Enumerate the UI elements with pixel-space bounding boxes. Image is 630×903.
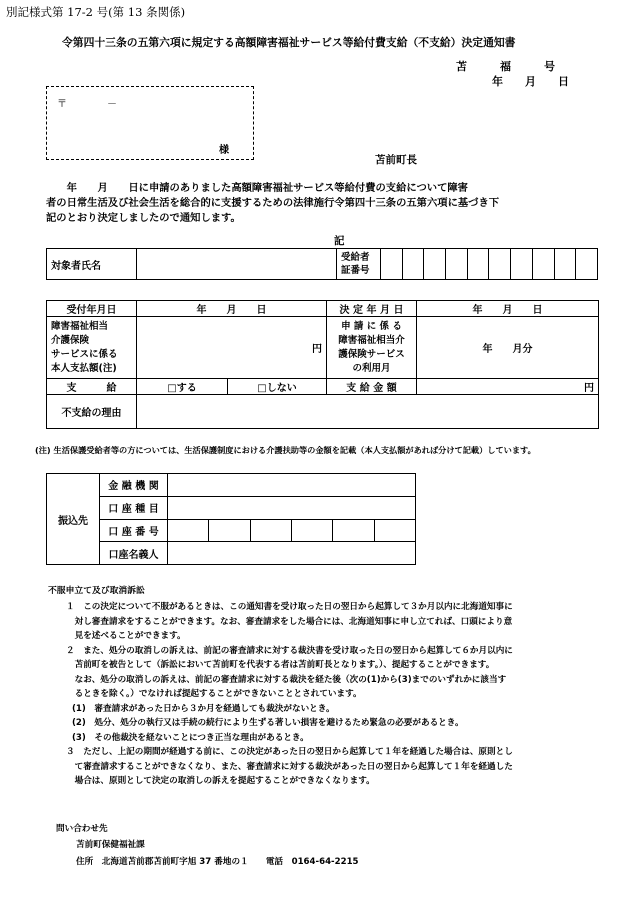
payment-amount-label-2: 支 給 金 額 — [327, 379, 417, 395]
cert-digit-cell[interactable] — [402, 249, 424, 280]
cert-digit-cell[interactable] — [381, 249, 403, 280]
appeal-line: １ この決定について不服があるときは、この通知書を受け取った日の翌日から起算して３か月以内に北海道知事に — [66, 602, 513, 612]
notice-body — [46, 181, 499, 226]
contact-address: 住所 北海道苫前郡苫前町字旭 37 番地の１ 電話 0164-64-2215 — [76, 857, 359, 867]
address-box — [46, 86, 254, 160]
form-number: 別記様式第 17-2 号(第 13 条関係) — [6, 5, 186, 19]
non-payment-reason-label: 不支給の理由 — [47, 395, 137, 429]
cert-digit-cell[interactable] — [554, 249, 576, 280]
cert-digit-cell[interactable] — [424, 249, 446, 280]
appeal-line: 対し審査請求をすることができます。なお、審査請求をした場合には、北海道知事に申し立てれば、口頭により意 — [66, 616, 513, 627]
bank-group-label: 振込先 — [47, 474, 100, 565]
contact-department: 苫前町保健福祉課 — [76, 840, 145, 850]
bank-name-label: 金 融 機 関 — [100, 474, 168, 497]
cert-digit-cell[interactable] — [532, 249, 554, 280]
account-number-label: 口 座 番 号 — [100, 519, 168, 542]
appeal-line: (1) 審査請求があった日から３か月を経過しても裁決がないとき。 — [72, 703, 335, 714]
subject-name-label: 対象者氏名 — [47, 249, 137, 280]
appeal-line: 苫前町を被告として（訴訟において苫前町を代表する者は苫前町長となります。）、提起することができます。 — [66, 660, 495, 670]
appeal-line: (3) その他裁決を経ないことにつき正当な理由があるとき。 — [72, 732, 309, 743]
appeal-line: なお、処分の取消しの訴えは、前記の審査請求に対する裁決を経た後（次の(1)から(3)までのいずれかに該当す — [66, 674, 507, 685]
appeal-line: 場合は、原則として決定の取消しの訴えを提起することができなくなります。 — [66, 776, 375, 786]
receipt-date-value: 年 月 日 — [137, 301, 327, 317]
addressee-honorific: 様 — [219, 145, 229, 156]
subject-name-field[interactable] — [137, 249, 337, 280]
account-holder-field[interactable] — [168, 542, 416, 565]
bank-table — [46, 473, 416, 565]
decision-date-value: 年 月 日 — [417, 301, 599, 317]
account-digit-cell[interactable] — [374, 519, 415, 542]
reference-number: 苫 福 号 — [456, 60, 555, 73]
cert-digit-cell[interactable] — [467, 249, 489, 280]
body-line: 者の日常生活及び社会生活を総合的に支援するための法律施行令第四十三条の五第六項に基づき下 — [46, 197, 500, 209]
appeal-text — [66, 600, 513, 789]
postal-code: 〒 － — [57, 99, 117, 110]
appeal-line: ２ また、処分の取消しの訴えは、前記の審査請求に対する裁決書を受け取った日の翌日から起算して６か月以内に — [66, 645, 513, 656]
payment-yes-checkbox[interactable]: □する — [137, 379, 228, 395]
non-payment-reason-field[interactable] — [137, 395, 599, 429]
cert-digit-cell[interactable] — [511, 249, 533, 280]
account-type-label: 口 座 種 目 — [100, 496, 168, 519]
issue-date: 年 月 日 — [492, 75, 569, 88]
recipient-cert-label: 受給者 証番号 — [337, 249, 381, 280]
payment-no-checkbox[interactable]: □しない — [228, 379, 327, 395]
account-digit-cell[interactable] — [209, 519, 250, 542]
account-holder-label: 口座名義人 — [100, 542, 168, 565]
cert-digit-cell[interactable] — [446, 249, 468, 280]
body-line: 年 月 日に申請のありました高額障害福祉サービス等給付費の支給について障害 — [46, 182, 468, 194]
account-digit-cell[interactable] — [168, 519, 209, 542]
appeal-line: 見を述べることができます。 — [66, 631, 186, 641]
cert-digit-cell[interactable] — [489, 249, 511, 280]
receipt-date-label: 受付年月日 — [47, 301, 137, 317]
footnote: (注) 生活保護受給者等の方については、生活保護制度における介護扶助等の金額を記載（本人支払額があれば分けて記載）しています。 — [35, 445, 536, 455]
appeal-line: (2) 処分、処分の執行又は手続の続行により生ずる著しい損害を避けるため緊急の必要があるとき。 — [72, 718, 464, 728]
subject-table — [46, 248, 598, 280]
appeal-line: るときを除く。）でなければ提起することができないこととされています。 — [66, 689, 362, 699]
payment-amount-yen: 円 — [417, 379, 599, 395]
payment-amount-label: 障害福祉相当 介護保険 サービスに係る 本人支払額(注) — [47, 317, 137, 379]
usage-month-label: 申 請 に 係 る 障害福祉相当介 護保険サービス の利用月 — [327, 317, 417, 379]
account-digit-cell[interactable] — [291, 519, 332, 542]
appeal-line: て審査請求することができなくなり、また、審査請求に対する裁決があった日の翌日から起算して１年を経過した — [66, 761, 513, 772]
decision-table — [46, 300, 599, 429]
payment-amount-unit: 円 — [137, 317, 327, 379]
account-digit-cell[interactable] — [333, 519, 374, 542]
usage-month-value: 年 月分 — [417, 317, 599, 379]
ki-heading: 記 — [334, 235, 345, 247]
payment-label: 支 給 — [47, 379, 137, 395]
contact-heading: 問い合わせ先 — [56, 824, 108, 834]
issuer-name: 苫前町長 — [375, 154, 417, 166]
body-line: 記のとおり決定しましたので通知します。 — [46, 212, 241, 224]
appeal-line: ３ ただし、上記の期間が経過する前に、この決定があった日の翌日から起算して１年を経過した場合は、原則とし — [66, 747, 513, 757]
decision-date-label: 決 定 年 月 日 — [327, 301, 417, 317]
bank-name-field[interactable] — [168, 474, 416, 497]
account-digit-cell[interactable] — [250, 519, 291, 542]
account-type-field[interactable] — [168, 496, 416, 519]
appeal-heading: 不服申立て及び取消訴訟 — [48, 586, 145, 596]
document-title: 令第四十三条の五第六項に規定する高額障害福祉サービス等給付費支給（不支給）決定通知書 — [62, 36, 516, 49]
cert-digit-cell[interactable] — [576, 249, 598, 280]
